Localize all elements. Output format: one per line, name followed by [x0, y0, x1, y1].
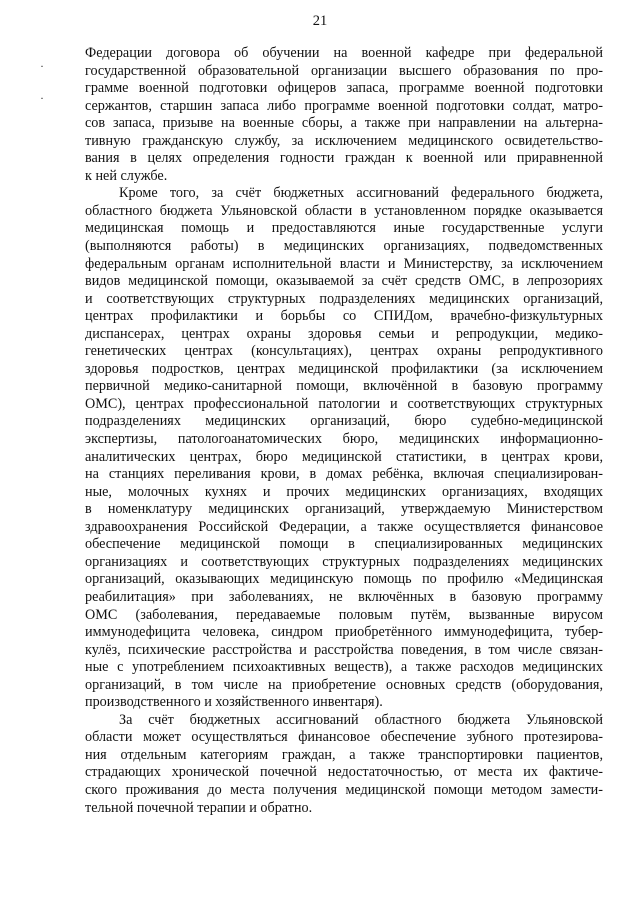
text-line: экспертизы, патологоанатомических бюро, медицинских информационно- [85, 431, 603, 448]
text-line: страдающих хронической почечной недостаточностью, от места их фактиче- [85, 764, 603, 781]
text-line: в номенклатуру медицинских организаций, утверждаемую Министерством [85, 501, 603, 518]
text-line: организаций, оказывающих медицинскую помощь по профилю «Медицинская [85, 571, 603, 588]
text-line: организаций, в том числе на приобретение основных средств (оборудования, [85, 676, 603, 693]
text-line: ные, молочных кухнях и прочих медицинских организациях, входящих [85, 483, 603, 500]
text-line: ОМС), центрах профессиональной патологии и соответствующих структурных [85, 395, 603, 412]
text-line: сов запаса, призыве на военные сборы, а также при направлении на альтерна- [85, 115, 603, 132]
text-line: федеральным органам исполнительной власти и Министерству, за исключением [85, 255, 603, 272]
text-line: вания в целях определения годности граждан к военной или приравненной [85, 150, 603, 167]
text-line: (выполняются работы) в медицинских организациях, подведомственных [85, 238, 603, 255]
margin-mark: · [40, 59, 44, 73]
text-line: подразделениях медицинских организаций, бюро судебно-медицинской [85, 413, 603, 430]
text-line: областного бюджета Ульяновской области в установленном порядке оказывается [85, 202, 603, 219]
document-body [85, 45, 603, 817]
text-line: ОМС (заболевания, передаваемые половым путём, вызванные вирусом [85, 606, 603, 623]
text-line: За счёт бюджетных ассигнований областного бюджета Ульяновской [119, 711, 603, 728]
text-line: сержантов, старшин запаса либо программе военной подготовки солдат, матро- [85, 97, 603, 114]
text-line: производственного и хозяйственного инвентаря). [85, 694, 383, 711]
text-line: обеспечение медицинской помощи в специализированных медицинских [85, 536, 603, 553]
text-line: тельной почечной терапии и обратно. [85, 799, 313, 816]
text-line: кулёз, психические расстройства и расстройства поведения, в том числе связан- [85, 641, 603, 658]
text-line: иммунодефицита человека, синдром приобретённого иммунодефицита, тубер- [85, 624, 603, 641]
text-line: здравоохранения Российской Федерации, а также осуществляется финансовое [85, 518, 603, 535]
text-line: ные с употреблением психоактивных веществ), а также расходов медицинских [85, 659, 603, 676]
text-line: на станциях переливания крови, в домах ребёнка, включая специализирован- [85, 466, 603, 483]
paragraph [85, 712, 603, 817]
margin-mark: · [40, 91, 44, 105]
page-number: 21 [312, 13, 328, 29]
paragraph [85, 185, 603, 711]
text-line: Федерации договора об обучении на военной кафедре при федеральной [85, 45, 603, 61]
text-line: к ней службе. [85, 167, 168, 184]
text-line: тивную гражданскую службу, за исключением медицинского освидетельство- [85, 132, 603, 149]
text-line: аналитических центрах, бюро медицинской статистики, в центрах крови, [85, 448, 603, 465]
text-line: ского проживания до места получения медицинской помощи методом замести- [85, 781, 603, 798]
text-line: первичной медико-санитарной помощи, включённой в базовую программу [85, 378, 603, 395]
text-line: Кроме того, за счёт бюджетных ассигнований федерального бюджета, [119, 185, 603, 202]
text-line: реабилитация» при заболеваниях, не включённых в базовую программу [85, 588, 603, 605]
text-line: медицинская помощь и предоставляются иные государственные услуги [85, 220, 603, 237]
text-line: и соответствующих структурных подразделениях медицинских организаций, [85, 290, 603, 307]
text-line: центрах профилактики и борьбы со СПИДом, врачебно-физкультурных [85, 308, 603, 325]
text-line: государственной образовательной организации высшего образования по про- [85, 62, 603, 79]
text-line: области может осуществляться финансовое обеспечение зубного протезирова- [85, 729, 603, 746]
paragraph [85, 45, 603, 185]
text-line: грамме военной подготовки офицеров запаса, программе военной подготовки [85, 80, 603, 97]
text-line: генетических центрах (консультациях), центрах охраны репродуктивного [85, 343, 603, 360]
text-line: видов медицинской помощи, оказываемой за счёт средств ОМС, в лепрозориях [85, 273, 603, 290]
text-line: диспансерах, центрах охраны здоровья семьи и репродукции, медико- [85, 325, 603, 342]
text-line: ния отдельным категориям граждан, а также транспортировки пациентов, [85, 746, 603, 763]
text-line: организациях и соответствующих структурных подразделениях медицинских [85, 553, 603, 570]
text-line: здоровья подростков, центрах медицинской профилактики (за исключением [85, 360, 603, 377]
